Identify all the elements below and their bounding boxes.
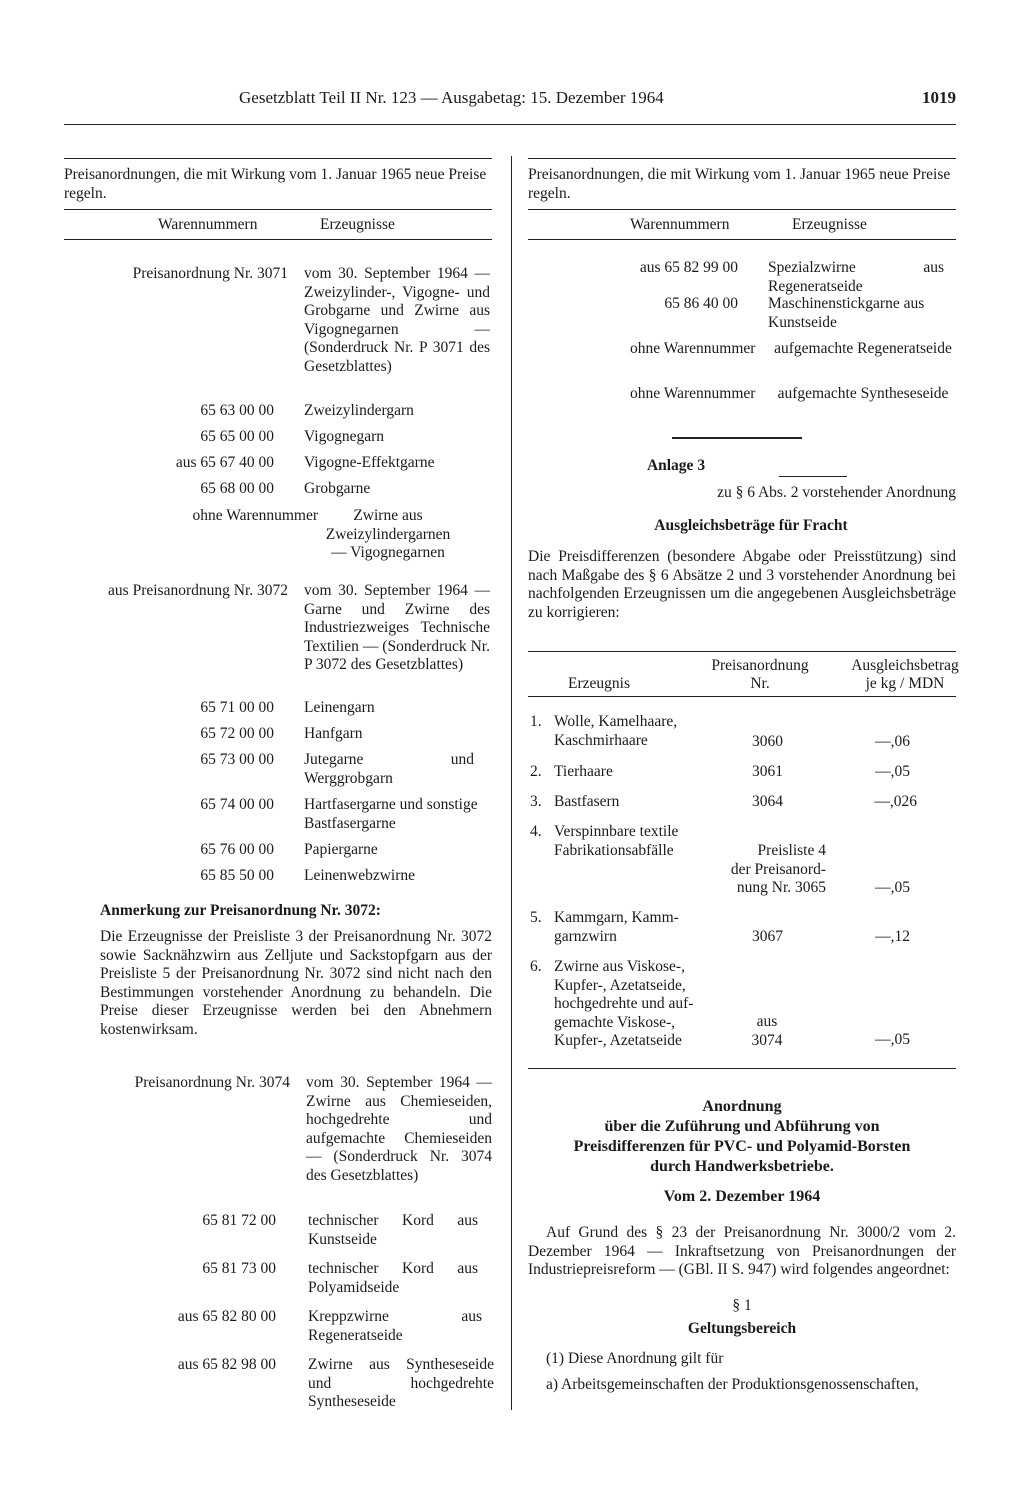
ausgleich-text: Die Preisdifferenzen (besondere Abgabe oder Preisstützung) sind nach Maßgabe des § 6 Absätze 2 und 3 vorstehender Anordnung bei nachfolgenden Erzeugnissen um die angegebenen Ausgleichsbeträge zu korrigieren: xyxy=(528,548,956,621)
item-product: Zweizylindergarn xyxy=(304,402,414,419)
item-product: Zwirne aus Syntheseseide und hochgedrehte Syntheseseide xyxy=(308,1356,494,1410)
item-product: Hanfgarn xyxy=(304,725,363,742)
anlage-underline xyxy=(779,476,847,477)
item-product: Maschinenstickgarne aus Kunstseide xyxy=(768,295,925,331)
left-col-header-products: Erzeugnisse xyxy=(320,216,395,233)
row-pa: Preisliste 4 der Preisanord- nung Nr. 3065 xyxy=(730,842,826,896)
row-product: Kammgarn, Kamm- garnzwirn xyxy=(554,909,679,945)
item-number: 65 81 73 00 xyxy=(202,1260,276,1277)
row-amount: —,05 xyxy=(875,879,910,896)
anordnung-text: Auf Grund des § 23 der Preisanordnung Nr. 3000/2 vom 2. Dezember 1964 — Inkraftsetzung von Preisanordnungen der Industriepreisreform — (GBl. II S. 947) wird folgendes angeordnet: xyxy=(528,1224,956,1278)
table-header-pa: Preisanordnung xyxy=(711,657,809,674)
ohne-label: ohne Warennummer xyxy=(630,340,756,357)
row-amount: —,12 xyxy=(875,928,910,945)
item-number: aus 65 82 98 00 xyxy=(177,1356,276,1373)
row-product: Bastfasern xyxy=(554,793,620,810)
left-top-rule xyxy=(64,158,492,159)
row-number: 5. xyxy=(530,909,542,926)
ohne-product: Zwirne aus Zweizylindergarnen — Vigognegarnen xyxy=(325,507,451,561)
right-col-header-numbers: Warennummern xyxy=(630,216,730,233)
anordnung-title: Anordnung über die Zuführung und Abführung von Preisdifferenzen für PVC- und Polyamid-Borsten durch Handwerksbetriebe. xyxy=(573,1098,911,1175)
item-number: 65 81 72 00 xyxy=(202,1212,276,1229)
left-intro: Preisanordnungen, die mit Wirkung vom 1. Januar 1965 neue Preise regeln. xyxy=(64,166,487,202)
row-pa: 3067 xyxy=(752,928,783,945)
item-product: Vigognegarn xyxy=(304,428,384,445)
right-header-rule xyxy=(528,239,956,240)
item-product: Hartfasergarne und sonstige Bastfasergarne xyxy=(304,796,478,832)
row-number: 1. xyxy=(530,713,542,730)
anlage-title: Anlage 3 xyxy=(646,457,706,474)
item-product: Jutegarne und Werggrobgarn xyxy=(304,751,474,787)
ausgleich-title: Ausgleichsbeträge für Fracht xyxy=(654,517,848,534)
table-header-product: Erzeugnis xyxy=(568,675,630,692)
row-number: 6. xyxy=(530,958,542,975)
item-number: 65 63 00 00 xyxy=(200,402,274,419)
pa3074-label: Preisanordnung Nr. 3074 xyxy=(134,1074,290,1091)
pa3072-label: aus Preisanordnung Nr. 3072 xyxy=(108,582,288,599)
left-col-header-numbers: Warennummern xyxy=(158,216,258,233)
row-amount: —,026 xyxy=(874,793,917,810)
paragraph-clause-a: a) Arbeitsgemeinschaften der Produktionsgenossenschaften, xyxy=(546,1376,919,1393)
row-pa: 3060 xyxy=(752,733,783,750)
row-pa: aus 3074 xyxy=(751,1013,783,1049)
item-number: 65 72 00 00 xyxy=(200,725,274,742)
row-number: 2. xyxy=(530,763,542,780)
pa3072-description: vom 30. September 1964 — Garne und Zwirne des Industriezweiges Technische Textilien — (Sonderdruck Nr. P 3072 des Gesetzblattes) xyxy=(304,582,490,673)
row-pa: 3061 xyxy=(752,763,783,780)
ohne-product: aufgemachte Syntheseseide xyxy=(777,385,949,402)
paragraph-number: § 1 xyxy=(732,1297,752,1314)
item-number: 65 73 00 00 xyxy=(200,751,274,768)
row-amount: —,05 xyxy=(875,1031,910,1048)
item-product: technischer Kord aus Polyamidseide xyxy=(308,1260,478,1296)
ohne-label: ohne Warennummer xyxy=(630,385,756,402)
item-product: Papiergarne xyxy=(304,841,378,858)
item-number: 65 71 00 00 xyxy=(200,699,274,716)
table-top-rule xyxy=(528,651,956,652)
item-number: 65 76 00 00 xyxy=(200,841,274,858)
row-number: 3. xyxy=(530,793,542,810)
item-product: technischer Kord aus Kunstseide xyxy=(308,1212,478,1248)
item-product: Spezialzwirne aus Regeneratseide xyxy=(768,259,944,295)
ohne-product: aufgemachte Regeneratseide xyxy=(774,340,952,357)
item-number: aus 65 82 80 00 xyxy=(177,1308,276,1325)
row-product: Verspinnbare textile Fabrikationsabfälle xyxy=(554,823,679,859)
ohne-label: ohne Warennummer xyxy=(192,507,318,524)
row-amount: —,05 xyxy=(875,763,910,780)
note-title: Anmerkung zur Preisanordnung Nr. 3072: xyxy=(100,902,381,919)
item-product: Kreppzwirne aus Regeneratseide xyxy=(308,1308,482,1344)
right-intro-rule xyxy=(528,209,956,210)
row-amount: —,06 xyxy=(875,733,910,750)
item-number: 65 68 00 00 xyxy=(200,480,274,497)
table-header-unit: je kg / MDN xyxy=(865,675,945,692)
column-divider xyxy=(511,156,512,1410)
table-header-rule xyxy=(528,696,956,697)
item-number: 65 65 00 00 xyxy=(200,428,274,445)
note-text: Die Erzeugnisse der Preisliste 3 der Preisanordnung Nr. 3072 sowie Sacknähzwirn aus Zelljute und Sackstopfgarn aus der Preisliste 5 der Preisanordnung Nr. 3072 sind nicht nach den Bestimmungen vorstehender Anordnung zu behandeln. Die Preise dieser Erzeugnisse werden bei den Abnehmern kostenwirksam. xyxy=(100,928,492,1038)
left-header-rule xyxy=(64,239,492,240)
paragraph-clause: (1) Diese Anordnung gilt für xyxy=(546,1350,724,1367)
pa3071-label: Preisanordnung Nr. 3071 xyxy=(132,265,288,282)
item-number: 65 86 40 00 xyxy=(664,295,738,312)
right-col-header-products: Erzeugnisse xyxy=(792,216,867,233)
item-product: Leinenwebzwirne xyxy=(304,867,416,884)
left-intro-rule xyxy=(64,209,492,210)
page-number: 1019 xyxy=(922,88,956,107)
item-product: Vigogne-Effektgarne xyxy=(304,454,435,471)
table-bottom-rule xyxy=(528,1068,956,1069)
row-pa: 3064 xyxy=(752,793,783,810)
row-product: Tierhaare xyxy=(554,763,613,780)
item-number: 65 85 50 00 xyxy=(200,867,274,884)
item-number: aus 65 82 99 00 xyxy=(639,259,738,276)
gazette-title: Gesetzblatt Teil II Nr. 123 — Ausgabetag: 15. Dezember 1964 xyxy=(239,88,664,107)
table-header-pa-nr: Nr. xyxy=(750,675,770,692)
right-top-rule xyxy=(528,158,956,159)
row-product: Wolle, Kamelhaare, Kaschmirhaare xyxy=(554,713,678,749)
item-number: 65 74 00 00 xyxy=(200,796,274,813)
anlage-reference: zu § 6 Abs. 2 vorstehender Anordnung xyxy=(717,484,956,501)
row-number: 4. xyxy=(530,823,542,840)
table-header-amount: Ausgleichsbetrag xyxy=(851,657,959,674)
right-intro: Preisanordnungen, die mit Wirkung vom 1. Januar 1965 neue Preise regeln. xyxy=(528,166,951,202)
section-rule xyxy=(672,437,802,439)
anordnung-date: Vom 2. Dezember 1964 xyxy=(663,1188,821,1205)
item-product: Grobgarne xyxy=(304,480,371,497)
item-product: Leinengarn xyxy=(304,699,375,716)
row-product: Zwirne aus Viskose-, Kupfer-, Azetatseide, hochgedrehte und auf- gemachte Viskose-, Kupfer-, Azetatseide xyxy=(554,958,694,1049)
item-number: aus 65 67 40 00 xyxy=(175,454,274,471)
pa3071-description: vom 30. September 1964 — Zweizylinder-, Vigogne- und Grobgarne und Zwirne aus Vigognegarnen — (Sonderdruck Nr. P 3071 des Gesetzblattes) xyxy=(304,265,490,375)
paragraph-title: Geltungsbereich xyxy=(687,1320,797,1337)
pa3074-description: vom 30. September 1964 — Zwirne aus Chemieseiden, hochgedrehte und aufgemachte Chemieseiden — (Sonderdruck Nr. 3074 des Gesetzblattes) xyxy=(306,1074,492,1184)
header-rule xyxy=(64,124,956,125)
